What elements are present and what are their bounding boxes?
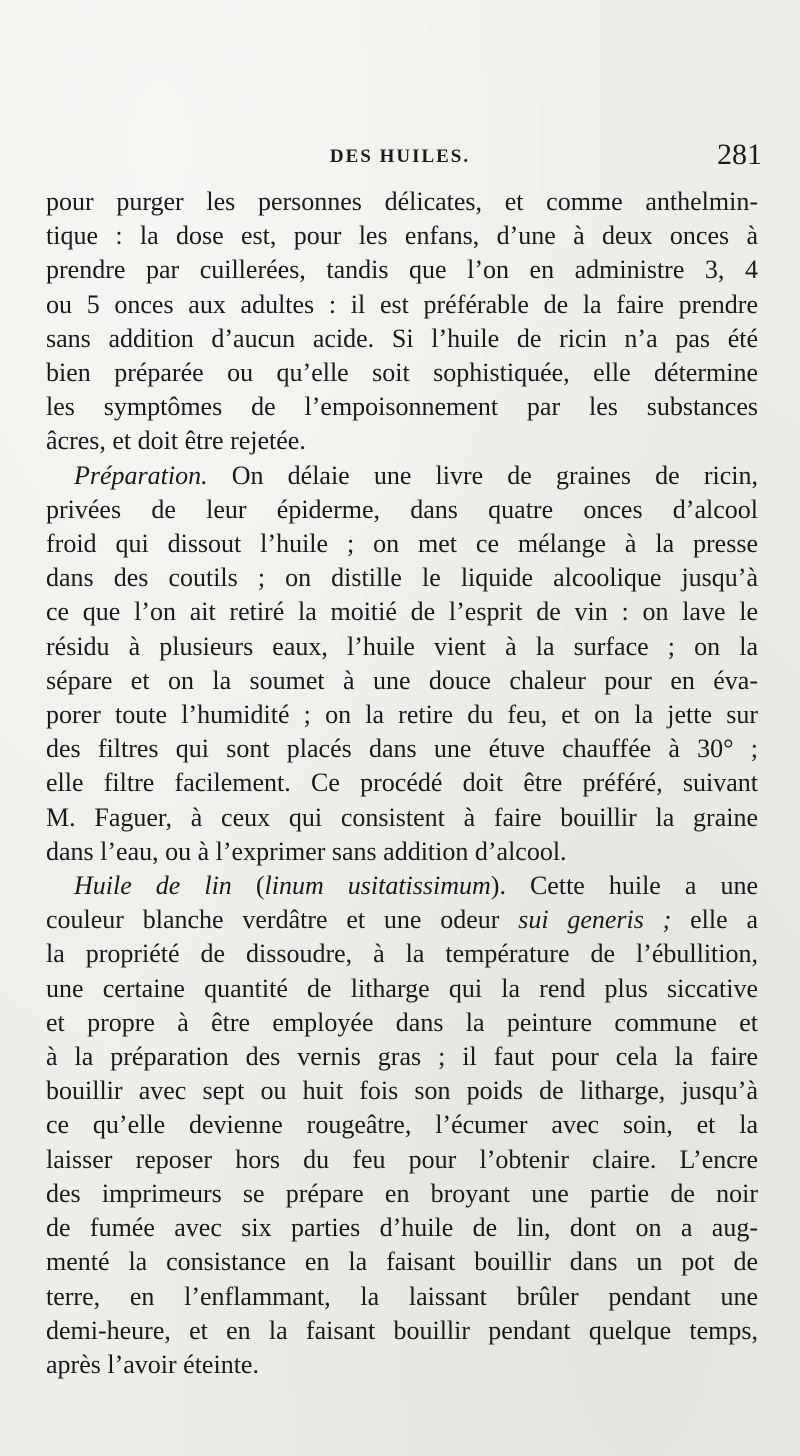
text-line: prendre par cuillerées, tandis que l’on en administre 3, 4 xyxy=(46,255,758,285)
text-span: couleur blanche verdâtre et une odeur xyxy=(46,905,519,935)
text-line xyxy=(46,459,758,493)
text-line: de fumée avec six parties d’huile de lin, dont on a aug- xyxy=(46,1213,758,1243)
text-span: ( xyxy=(231,871,265,901)
text-line: demi-heure, et en la faisant bouillir pendant quelque temps, xyxy=(46,1315,758,1345)
text-line: à la préparation des vernis gras ; il faut pour cela la faire xyxy=(46,1042,758,1072)
text-line: privées de leur épiderme, dans quatre onces d’alcool xyxy=(46,494,758,524)
paragraph-continuation xyxy=(46,185,758,459)
text-line: âcres, et doit être rejetée. xyxy=(46,426,306,456)
text-line: pour purger les personnes délicates, et comme anthelmin- xyxy=(46,187,758,216)
text-line xyxy=(46,903,758,937)
text-line: M. Faguer, à ceux qui consistent à faire bouillir la graine xyxy=(46,802,758,832)
text-line: elle filtre facilement. Ce procédé doit être préféré, suivant xyxy=(46,768,758,798)
text-line: et propre à être employée dans la peinture commune et xyxy=(46,1007,758,1037)
paragraph-preparation xyxy=(46,459,758,869)
text-line: des filtres qui sont placés dans une étuve chauffée à 30° ; xyxy=(46,734,758,764)
text-line: menté la consistance en la faisant bouillir dans un pot de xyxy=(46,1247,758,1277)
text-line: porer toute l’humidité ; on la retire du feu, et on la jette sur xyxy=(46,700,758,730)
text-line: sans addition d’aucun acide. Si l’huile de ricin n’a pas été xyxy=(46,323,758,353)
text-line: après l’avoir éteinte. xyxy=(46,1349,259,1379)
paragraph-huile-de-lin xyxy=(46,869,758,1382)
text-line: sépare et on la soumet à une douce chaleur pour en éva- xyxy=(46,665,758,695)
latin-phrase: sui generis ; xyxy=(518,905,672,935)
text-line: ou 5 onces aux adultes : il est préférable de la faire prendre xyxy=(46,289,758,319)
text-span: elle a xyxy=(671,905,758,935)
latin-name: linum usitatissimum xyxy=(264,871,491,901)
paragraph-lead: Huile de lin xyxy=(74,871,232,901)
running-title: DES HUILES. xyxy=(329,146,471,167)
text-line: la propriété de dissoudre, à la température de l’ébullition, xyxy=(46,939,758,969)
text-span: ). Cette huile a une xyxy=(490,871,758,901)
text-line: des imprimeurs se prépare en broyant une partie de noir xyxy=(46,1178,758,1208)
text-line: résidu à plusieurs eaux, l’huile vient à la surface ; on la xyxy=(46,631,758,661)
paragraph-lead: Préparation. xyxy=(74,460,208,490)
text-line: laisser reposer hors du feu pour l’obtenir claire. L’encre xyxy=(46,1144,758,1174)
text-line: les symptômes de l’empoisonnement par les substances xyxy=(46,392,758,422)
text-line: bien préparée ou qu’elle soit sophistiquée, elle détermine xyxy=(46,358,758,388)
text-line: dans des coutils ; on distille le liquide alcoolique jusqu’à xyxy=(46,563,758,593)
text-line: ce que l’on ait retiré la moitié de l’esprit de vin : on lave le xyxy=(46,597,758,627)
text-line: tique : la dose est, pour les enfans, d’une à deux onces à xyxy=(46,221,758,251)
body-text xyxy=(46,185,758,1382)
text-span: On délaie une livre de graines de ricin, xyxy=(207,460,758,490)
text-line: une certaine quantité de litharge qui la rend plus siccative xyxy=(46,973,758,1003)
text-line: terre, en l’enflammant, la laissant brûler pendant une xyxy=(46,1281,758,1311)
text-line: froid qui dissout l’huile ; on met ce mélange à la presse xyxy=(46,529,758,559)
text-line: bouillir avec sept ou huit fois son poids de litharge, jusqu’à xyxy=(46,1076,758,1106)
page-header xyxy=(0,138,800,178)
text-line xyxy=(46,869,758,903)
page-number: 281 xyxy=(717,138,762,171)
text-line: dans l’eau, ou à l’exprimer sans addition d’alcool. xyxy=(46,836,567,866)
text-line: ce qu’elle devienne rougeâtre, l’écumer avec soin, et la xyxy=(46,1110,758,1140)
